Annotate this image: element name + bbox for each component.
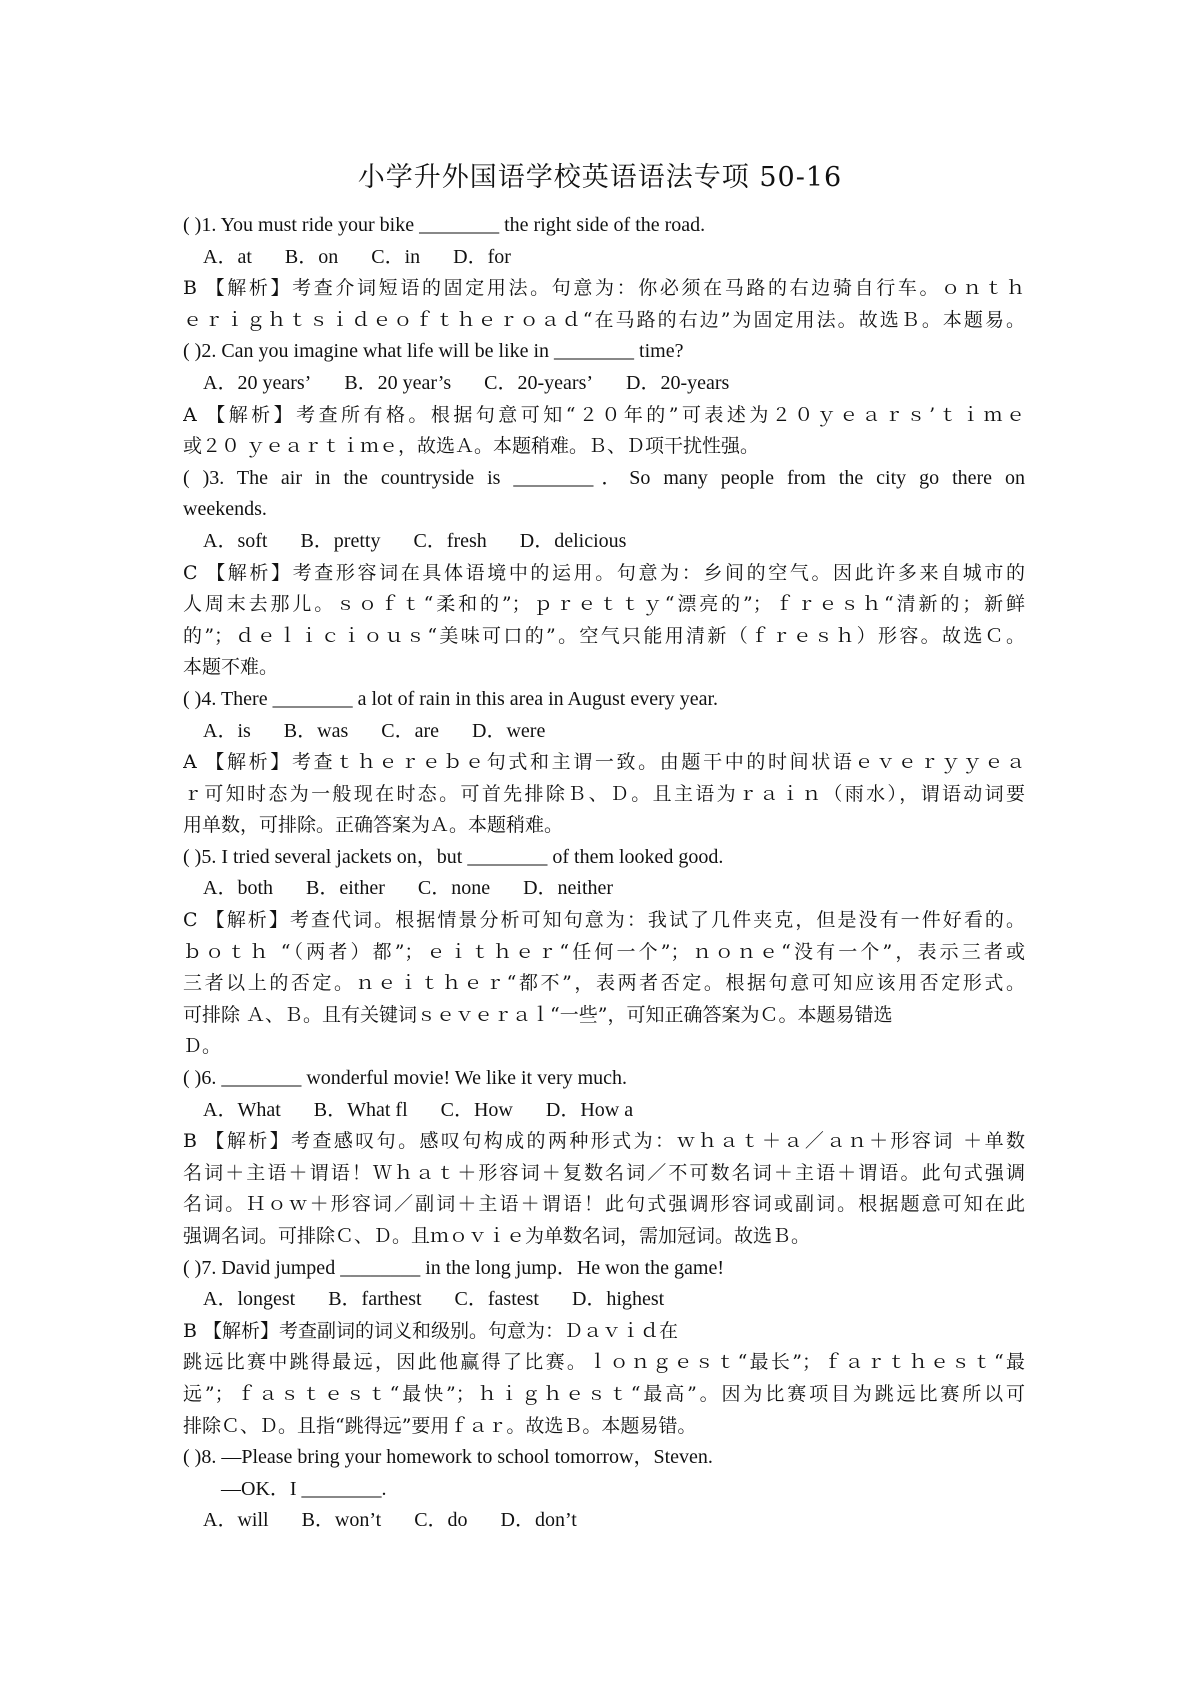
option-a: A．20 years’: [203, 371, 312, 394]
option-b: B．either: [306, 877, 385, 900]
question-6-analysis: 名词。Ｈｏｗ＋形容词／副词＋主语＋谓语！此句式强调形容词或副词。根据题意可知在此: [183, 1193, 1025, 1216]
question-7-stem: ( )7. David jumped ________ in the long jump．He won the game!: [183, 1256, 725, 1279]
question-5-options: [183, 873, 1025, 905]
option-c: C．fresh: [413, 529, 487, 552]
option-c: C．20-years’: [484, 371, 594, 394]
question-4-analysis: 用单数，可排除。正确答案为Ａ。本题稍难。: [183, 814, 564, 837]
question-2-analysis: 或２０ ｙｅａｒｔｉｍｅ，故选Ａ。本题稍难。Ｂ、Ｄ项干扰性强。: [183, 435, 760, 458]
option-a: A．is: [203, 719, 251, 742]
question-3-analysis: 人周末去那儿。ｓｏｆｔ“柔和的”；ｐｒｅｔｔｙ“漂亮的”；ｆｒｅｓｈ“清新的；新鲜: [183, 593, 1025, 616]
question-4-options: [183, 716, 1025, 748]
option-d: D．were: [472, 719, 546, 742]
option-b: B．What fl: [313, 1098, 408, 1121]
question-8-stem: —OK．I ________.: [221, 1477, 387, 1500]
option-d: D．How a: [545, 1098, 634, 1121]
question-5-analysis: 三者以上的否定。ｎｅｉｔｈｅｒ“都不”，表两者否定。根据句意可知应该用否定形式。: [183, 972, 1025, 995]
question-4-analysis: A 【解析】考查ｔｈｅｒｅｂｅ句式和主谓一致。由题干中的时间状语ｅｖｅｒｙｙｅａ: [183, 751, 1025, 774]
option-b: B．was: [283, 719, 349, 742]
question-2-options: [183, 368, 1025, 400]
question-7-options: [183, 1284, 1025, 1316]
question-6-analysis: B 【解析】考查感叹句。感叹句构成的两种形式为：ｗｈａｔ＋ａ／ａｎ＋形容词 ＋单数: [183, 1130, 1025, 1153]
option-b: B．20 year’s: [344, 371, 452, 394]
option-d: D．don’t: [500, 1509, 577, 1532]
question-1-analysis: ｅｒｉｇｈｔｓｉｄｅｏｆｔｈｅｒｏａｄ“在马路的右边”为固定用法。故选Ｂ。本题易。: [183, 308, 1025, 331]
question-3-analysis: 本题不难。: [183, 656, 279, 679]
question-8-options: [183, 1505, 1025, 1537]
question-7-analysis: 跳远比赛中跳得最远，因此他赢得了比赛。ｌｏｎｇｅｓｔ“最长”；ｆａｒｔｈｅｓｔ“最: [183, 1351, 1025, 1374]
question-6-analysis: 强调名词。可排除Ｃ、Ｄ。且ｍｏｖｉｅ为单数名词，需加冠词。故选Ｂ。: [183, 1225, 811, 1247]
question-5-stem: ( )5. I tried several jackets on，but ________ of them looked good.: [183, 845, 724, 868]
question-6-stem: ( )6. ________ wonderful movie! We like it very much.: [183, 1067, 628, 1090]
question-5-analysis: Ｄ。: [183, 1035, 222, 1058]
question-4-stem: ( )4. There ________ a lot of rain in this area in August every year.: [183, 687, 719, 710]
question-8-stem: ( )8. —Please bring your homework to school tomorrow，Steven.: [183, 1446, 713, 1469]
option-a: A．longest: [203, 1288, 296, 1311]
option-a: A．at: [203, 245, 252, 268]
question-3-stem: ( )3. The air in the countryside is ________．So many people from the city go there on: [183, 466, 1025, 489]
question-5-analysis: 可排除 Ａ、Ｂ。且有关键词ｓｅｖｅｒａｌ“一些”，可知正确答案为Ｃ。本题易错选: [183, 1003, 893, 1026]
question-3-analysis: C 【解析】考查形容词在具体语境中的运用。句意为：乡间的空气。因此许多来自城市的: [183, 561, 1025, 584]
option-c: C．none: [417, 877, 491, 900]
option-b: B．pretty: [300, 529, 381, 552]
option-a: A．both: [203, 877, 273, 900]
question-6-analysis: 名词＋主语＋谓语！Ｗｈａｔ＋形容词＋复数名词／不可数名词＋主语＋谓语。此句式强调: [183, 1161, 1025, 1184]
question-5-analysis: ｂｏｔｈ “（两者）都”；ｅｉｔｈｅｒ“任何一个”；ｎｏｎｅ“没有一个”，表示三者或: [183, 940, 1025, 963]
question-5-analysis: C 【解析】考查代词。根据情景分析可知句意为：我试了几件夹克，但是没有一件好看的。: [183, 909, 1025, 932]
question-1-analysis: B 【解析】考查介词短语的固定用法。句意为：你必须在马路的右边骑自行车。ｏｎｔｈ: [183, 277, 1025, 300]
question-3-analysis: 的”；ｄｅｌｉｃｉｏｕｓ“美味可口的”。空气只能用清新（ｆｒｅｓｈ）形容。故选Ｃ。: [183, 624, 1025, 647]
option-d: D．highest: [571, 1288, 665, 1311]
question-list: [183, 210, 1025, 1537]
question-7-analysis: B 【解析】考查副词的词义和级别。句意为：Ｄａｖｉｄ在: [183, 1319, 679, 1342]
question-1-options: [183, 242, 1025, 274]
option-b: B．on: [284, 245, 339, 268]
question-7-analysis: 排除Ｃ、Ｄ。且指“跳得远”要用ｆａｒ。故选Ｂ。本题易错。: [183, 1414, 697, 1437]
option-c: C．How: [440, 1098, 513, 1121]
option-d: D．for: [453, 245, 511, 268]
option-d: D．delicious: [519, 529, 627, 552]
question-2-stem: ( )2. Can you imagine what life will be like in ________ time?: [183, 340, 684, 363]
question-1-stem: ( )1. You must ride your bike ________ the right side of the road.: [183, 214, 706, 236]
question-3-options: [183, 526, 1025, 558]
question-7-analysis: 远”；ｆａｓｔｅｓｔ“最快”；ｈｉｇｈｅｓｔ“最高”。因为比赛项目为跳远比赛所以可: [183, 1382, 1025, 1405]
question-4-analysis: ｒ可知时态为一般现在时态。可首先排除Ｂ、Ｄ。且主语为ｒａｉｎ（雨水），谓语动词要: [183, 782, 1025, 805]
option-a: A．What: [203, 1098, 281, 1121]
option-d: D．neither: [523, 877, 614, 900]
option-b: B．farthest: [328, 1288, 422, 1311]
option-a: A．soft: [203, 529, 268, 552]
question-2-analysis: A 【解析】考查所有格。根据句意可知“２０年的”可表述为２０ｙｅａｒｓ’ｔｉｍｅ: [183, 403, 1025, 426]
option-c: C．are: [381, 719, 440, 742]
option-c: C．fastest: [454, 1288, 539, 1311]
question-6-options: [183, 1095, 1025, 1127]
document-title: 小学升外国语学校英语语法专项 50-16: [357, 162, 843, 193]
option-c: C．do: [414, 1509, 468, 1532]
option-d: D．20-years: [626, 371, 730, 394]
option-a: A．will: [203, 1509, 269, 1532]
question-3-stem: weekends.: [183, 498, 267, 521]
option-b: B．won’t: [301, 1509, 382, 1532]
option-c: C．in: [371, 245, 421, 268]
